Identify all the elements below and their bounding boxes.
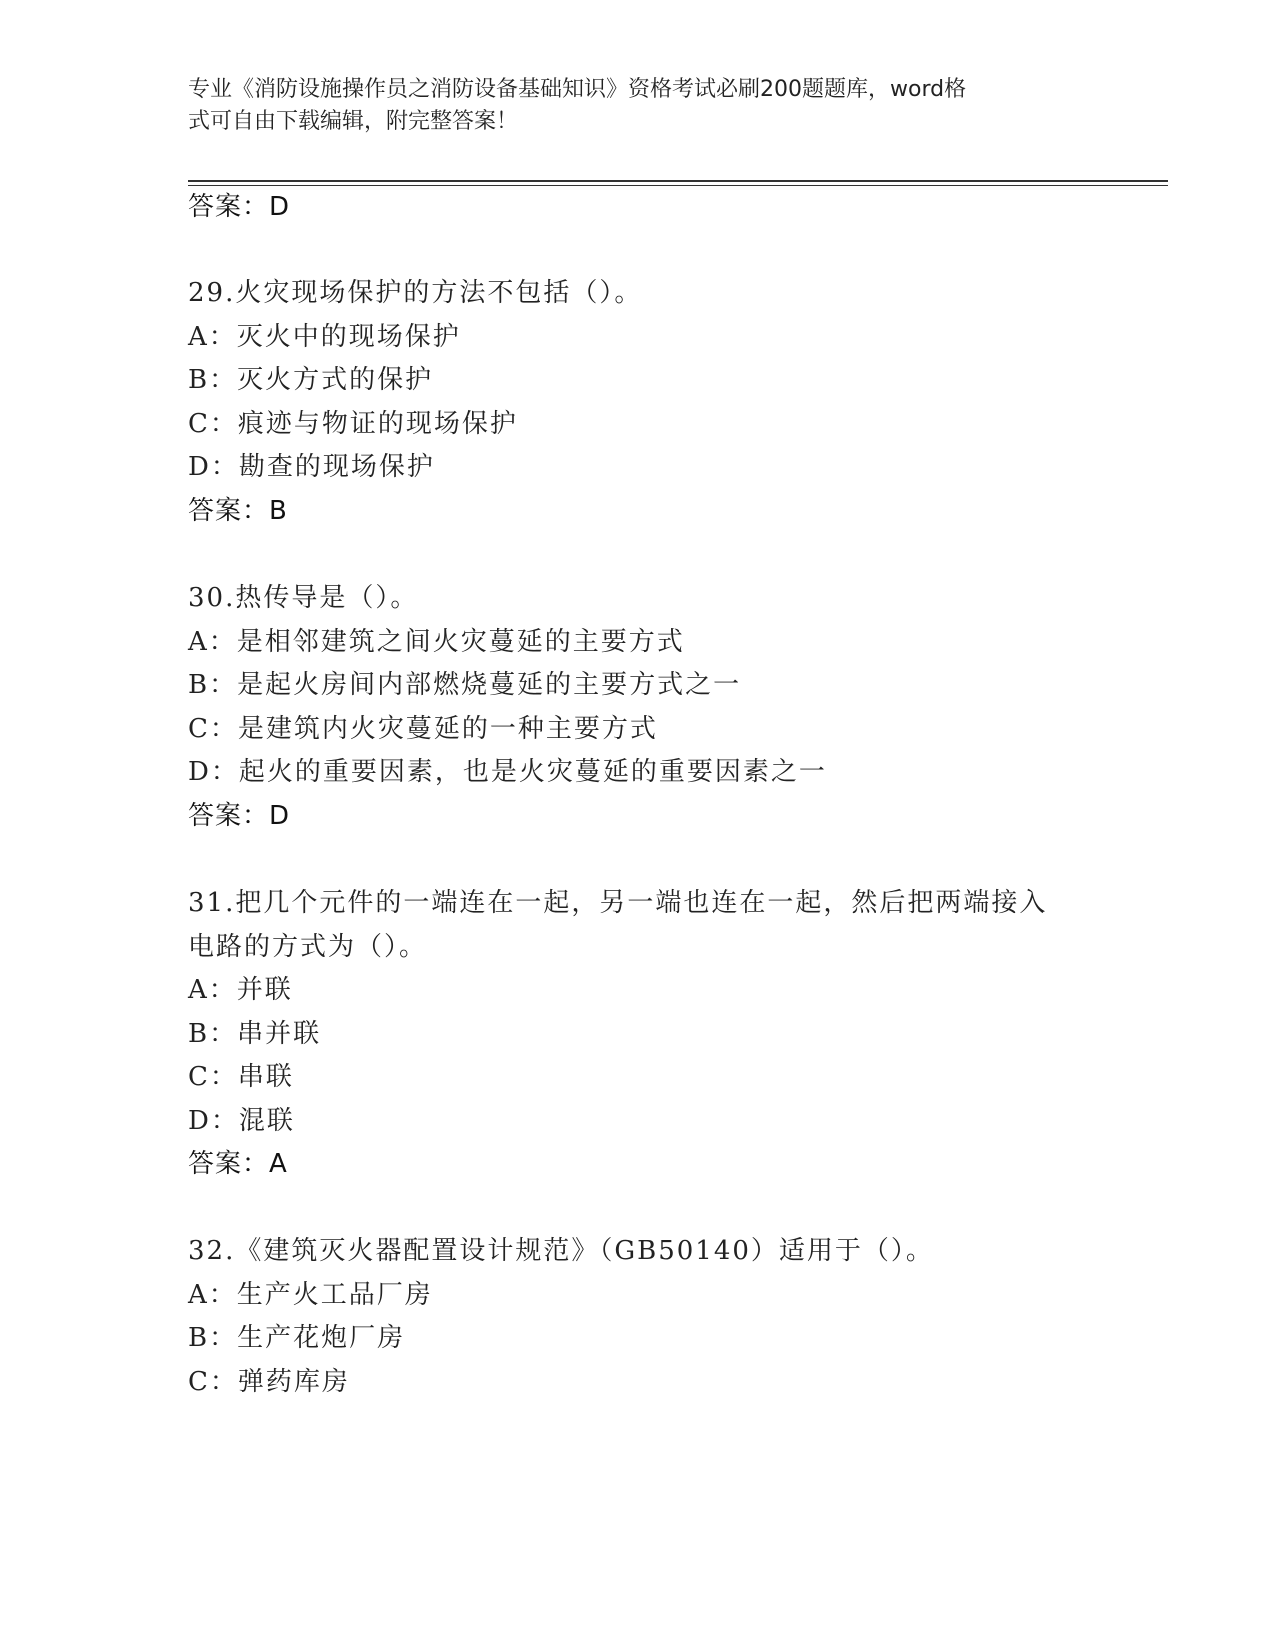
option-c: C：弹药库房 xyxy=(188,1367,350,1397)
document-header xyxy=(188,74,1068,138)
option-b: B：灭火方式的保护 xyxy=(188,365,434,395)
option-a: A：是相邻建筑之间火灾蔓延的主要方式 xyxy=(188,627,685,657)
answer-line: 答案：D xyxy=(188,192,291,222)
option-c: C：是建筑内火灾蔓延的一种主要方式 xyxy=(188,714,658,744)
option-b: B：是起火房间内部燃烧蔓延的主要方式之一 xyxy=(188,670,742,700)
option-d: D：混联 xyxy=(188,1106,295,1136)
question-stem: 32.《建筑灭火器配置设计规范》（GB50140）适用于（）。 xyxy=(188,1236,934,1266)
question-stem: 30.热传导是（）。 xyxy=(188,583,419,613)
answer-line: 答案：B xyxy=(188,496,288,526)
header-line-1: 专业《消防设施操作员之消防设备基础知识》资格考试必刷200题题库，word格 xyxy=(188,77,967,102)
option-a: A：生产火工品厂房 xyxy=(188,1280,433,1310)
header-divider-secondary xyxy=(188,185,1168,186)
option-b: B：串并联 xyxy=(188,1019,322,1049)
option-c: C：串联 xyxy=(188,1062,294,1092)
answer-line: 答案：D xyxy=(188,801,291,831)
question-stem-continued: 电路的方式为（）。 xyxy=(188,932,428,962)
option-b: B：生产花炮厂房 xyxy=(188,1323,406,1353)
option-c: C：痕迹与物证的现场保护 xyxy=(188,409,518,439)
question-stem: 29.火灾现场保护的方法不包括（）。 xyxy=(188,278,643,308)
question-stem: 31.把几个元件的一端连在一起，另一端也连在一起，然后把两端接入 xyxy=(188,888,1048,918)
option-d: D：起火的重要因素，也是火灾蔓延的重要因素之一 xyxy=(188,757,827,787)
option-a: A：灭火中的现场保护 xyxy=(188,322,461,352)
header-line-2: 式可自由下载编辑，附完整答案！ xyxy=(188,109,519,134)
answer-line: 答案：A xyxy=(188,1149,288,1179)
option-d: D：勘查的现场保护 xyxy=(188,452,435,482)
header-divider xyxy=(188,180,1168,182)
option-a: A：并联 xyxy=(188,975,293,1005)
